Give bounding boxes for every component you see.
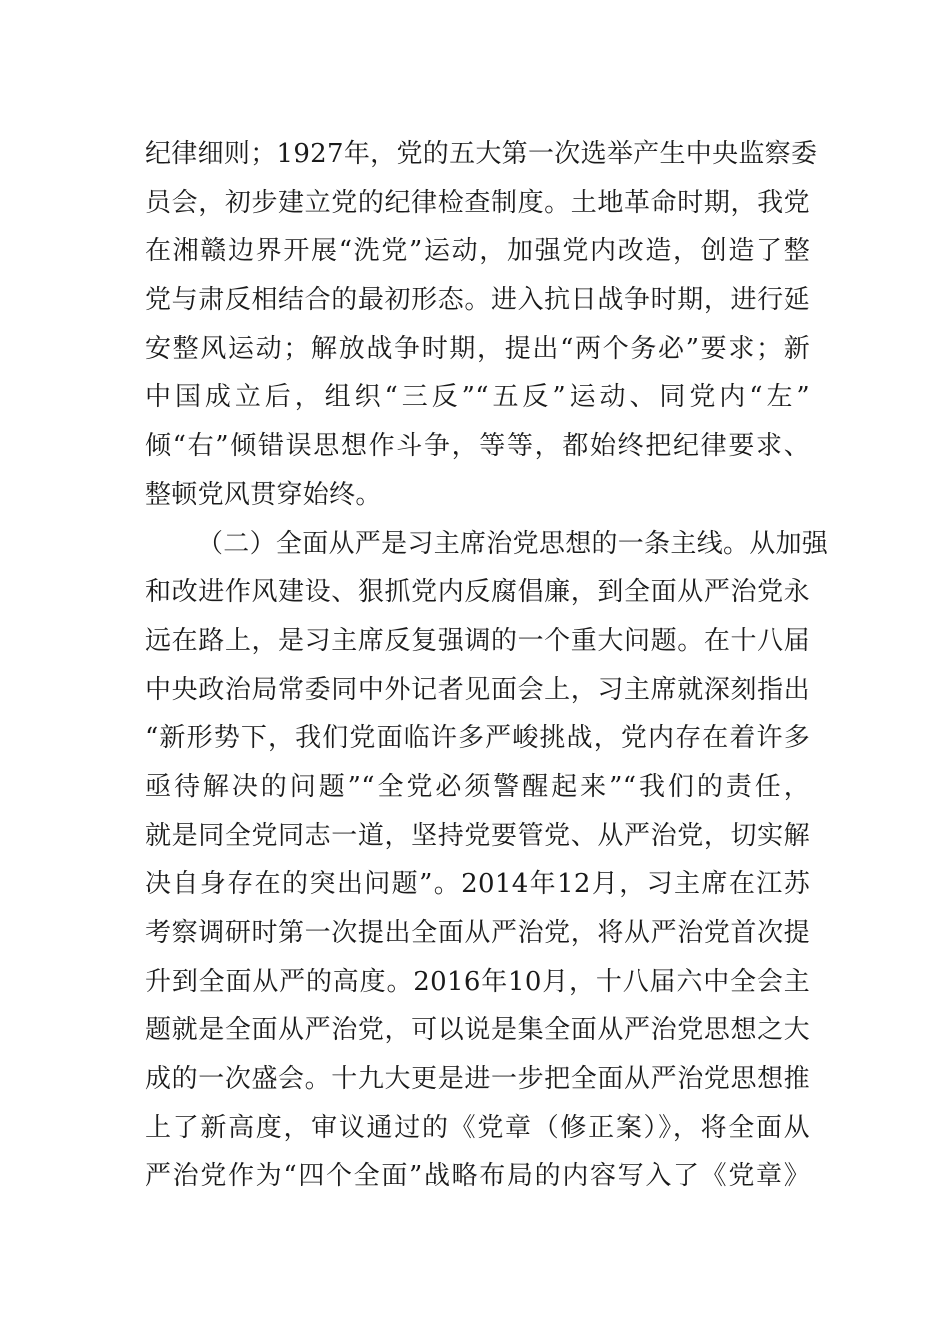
paragraph-2 <box>145 520 829 1202</box>
paragraph-line: 远在路上，是习主席反复强调的一个重大问题。在十八届 <box>145 625 810 656</box>
paragraph-1 <box>145 130 818 520</box>
paragraph-line: 决自身存在的突出问题”。2014年12月，习主席在江苏 <box>145 869 810 900</box>
paragraph-line: 严治党作为“四个全面”战略布局的内容写入了《党章》 <box>145 1161 810 1192</box>
paragraph-line: 升到全面从严的高度。2016年10月，十八届六中全会主 <box>145 966 810 997</box>
paragraph-line: 考察调研时第一次提出全面从严治党，将从严治党首次提 <box>145 918 810 948</box>
paragraph-line: 安整风运动；解放战争时期，提出“两个务必”要求；新 <box>145 333 810 364</box>
paragraph-line: 和改进作风建设、狠抓党内反腐倡廉，到全面从严治党永 <box>145 577 810 608</box>
paragraph-line: 就是同全党同志一道，坚持党要管党、从严治党，切实解 <box>145 820 810 851</box>
paragraph-line: 整顿党风贯穿始终。 <box>145 479 382 510</box>
paragraph-line: 上了新高度，审议通过的《党章（修正案）》，将全面从 <box>145 1112 810 1143</box>
paragraph-line: 员会，初步建立党的纪律检查制度。土地革命时期，我党 <box>145 187 810 218</box>
paragraph-line: 倾“右”倾错误思想作斗争，等等，都始终把纪律要求、 <box>145 431 810 462</box>
paragraph-line: “新形势下，我们党面临许多严峻挑战，党内存在着许多 <box>145 723 810 754</box>
paragraph-line: 亟待解决的问题”“全党必须警醒起来”“我们的责任， <box>145 771 810 802</box>
paragraph-line: 党与肃反相结合的最初形态。进入抗日战争时期，进行延 <box>145 285 810 316</box>
paragraph-line: 在湘赣边界开展“洗党”运动，加强党内改造，创造了整 <box>145 236 810 267</box>
paragraph-line: （二）全面从严是习主席治党思想的一条主线。从加强 <box>197 528 829 559</box>
document-body <box>145 130 829 1201</box>
paragraph-line: 题就是全面从严治党，可以说是集全面从严治党思想之大 <box>145 1015 810 1046</box>
paragraph-line: 纪律细则；1927年，党的五大第一次选举产生中央监察委 <box>145 139 818 169</box>
paragraph-line: 成的一次盛会。十九大更是进一步把全面从严治党思想推 <box>145 1064 810 1095</box>
paragraph-line: 中央政治局常委同中外记者见面会上，习主席就深刻指出 <box>145 674 810 705</box>
paragraph-line: 中国成立后，组织“三反”“五反”运动、同党内“左” <box>145 382 810 413</box>
